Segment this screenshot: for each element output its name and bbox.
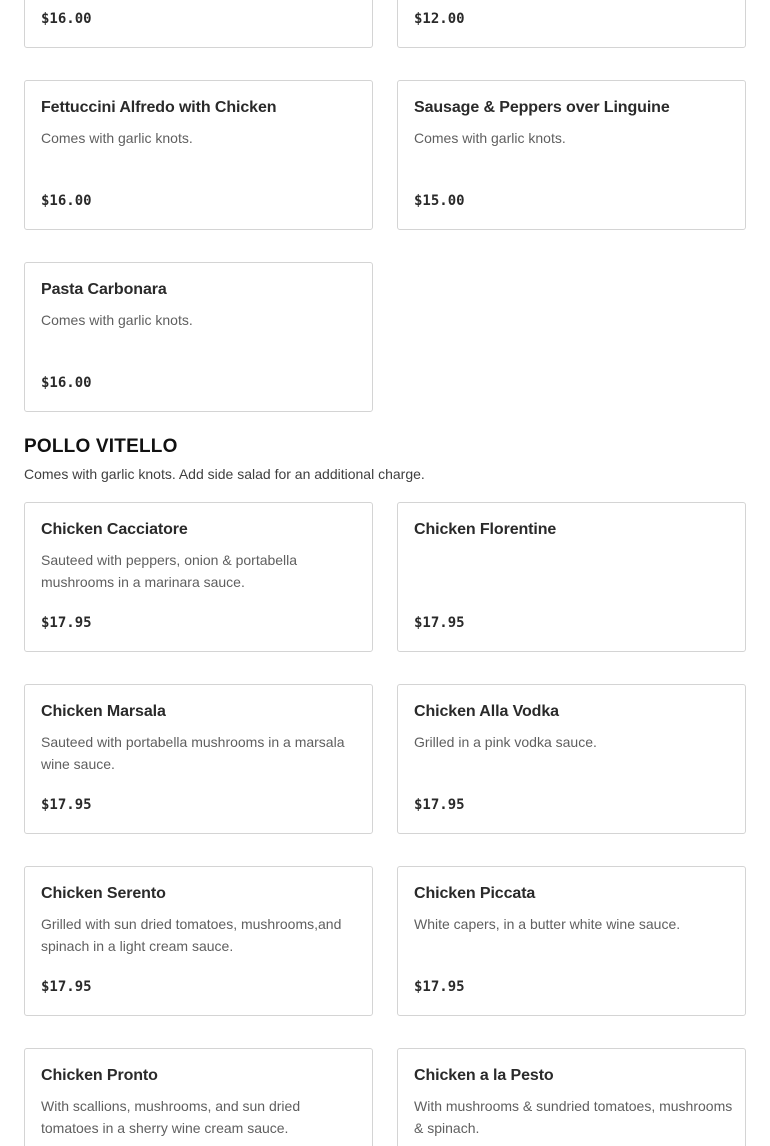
menu-item-name: Chicken Pronto [41, 1067, 158, 1084]
menu-item-name: Pasta Carbonara [41, 281, 167, 298]
menu-item-card[interactable] [397, 502, 746, 652]
menu-item-price: $16.00 [41, 11, 92, 27]
menu-item-card[interactable] [397, 0, 746, 48]
menu-item-price: $15.00 [414, 193, 465, 209]
menu-item-card[interactable] [397, 80, 746, 230]
menu-item-name: Chicken a la Pesto [414, 1067, 554, 1084]
menu-item-price: $17.95 [414, 797, 465, 813]
menu-item-description: Comes with garlic knots. [414, 130, 566, 146]
menu-item-card[interactable] [24, 0, 373, 48]
menu-item-description: Grilled with sun dried tomatoes, mushrooms,and spinach in a light cream sauce. [41, 916, 342, 954]
section-description: Comes with garlic knots. Add side salad for an additional charge. [24, 466, 425, 482]
menu-item-card[interactable] [24, 502, 373, 652]
menu-item-price: $16.00 [41, 193, 92, 209]
menu-item-card[interactable] [24, 262, 373, 412]
menu-item-name: Chicken Cacciatore [41, 521, 188, 538]
menu-item-card[interactable] [397, 684, 746, 834]
section-title: POLLO VITELLO [24, 436, 178, 457]
menu-item-card[interactable] [397, 1048, 746, 1146]
menu-item-name: Chicken Piccata [414, 885, 536, 902]
menu-item-name: Fettuccini Alfredo with Chicken [41, 99, 277, 116]
menu-item-price: $17.95 [41, 615, 92, 631]
menu-item-card[interactable] [24, 80, 373, 230]
menu-item-name: Chicken Marsala [41, 703, 166, 720]
menu-item-description: Sauteed with peppers, onion & portabella mushrooms in a marinara sauce. [41, 552, 298, 590]
menu-item-description: With scallions, mushrooms, and sun dried tomatoes in a sherry wine cream sauce. [41, 1098, 301, 1136]
menu-item-price: $17.95 [414, 979, 465, 995]
menu-item-description: Comes with garlic knots. [41, 312, 193, 328]
menu-item-card[interactable] [24, 684, 373, 834]
menu-item-price: $16.00 [41, 375, 92, 391]
menu-item-price: $17.95 [414, 615, 465, 631]
menu-item-price: $17.95 [41, 979, 92, 995]
menu-item-description: Comes with garlic knots. [41, 130, 193, 146]
menu-item-name: Chicken Alla Vodka [414, 703, 559, 720]
menu-item-name: Chicken Florentine [414, 521, 557, 538]
menu-item-price: $17.95 [41, 797, 92, 813]
menu-item-price: $12.00 [414, 11, 465, 27]
menu-item-description: With mushrooms & sundried tomatoes, mushrooms & spinach. [414, 1098, 733, 1136]
menu-item-name: Sausage & Peppers over Linguine [414, 99, 670, 116]
menu-item-card[interactable] [24, 1048, 373, 1146]
menu-item-description: White capers, in a butter white wine sauce. [414, 916, 681, 932]
menu-item-description: Grilled in a pink vodka sauce. [414, 734, 597, 750]
menu-item-card[interactable] [397, 866, 746, 1016]
menu-item-description: Sauteed with portabella mushrooms in a marsala wine sauce. [41, 734, 345, 772]
menu-item-card[interactable] [24, 866, 373, 1016]
menu-item-name: Chicken Serento [41, 885, 166, 902]
